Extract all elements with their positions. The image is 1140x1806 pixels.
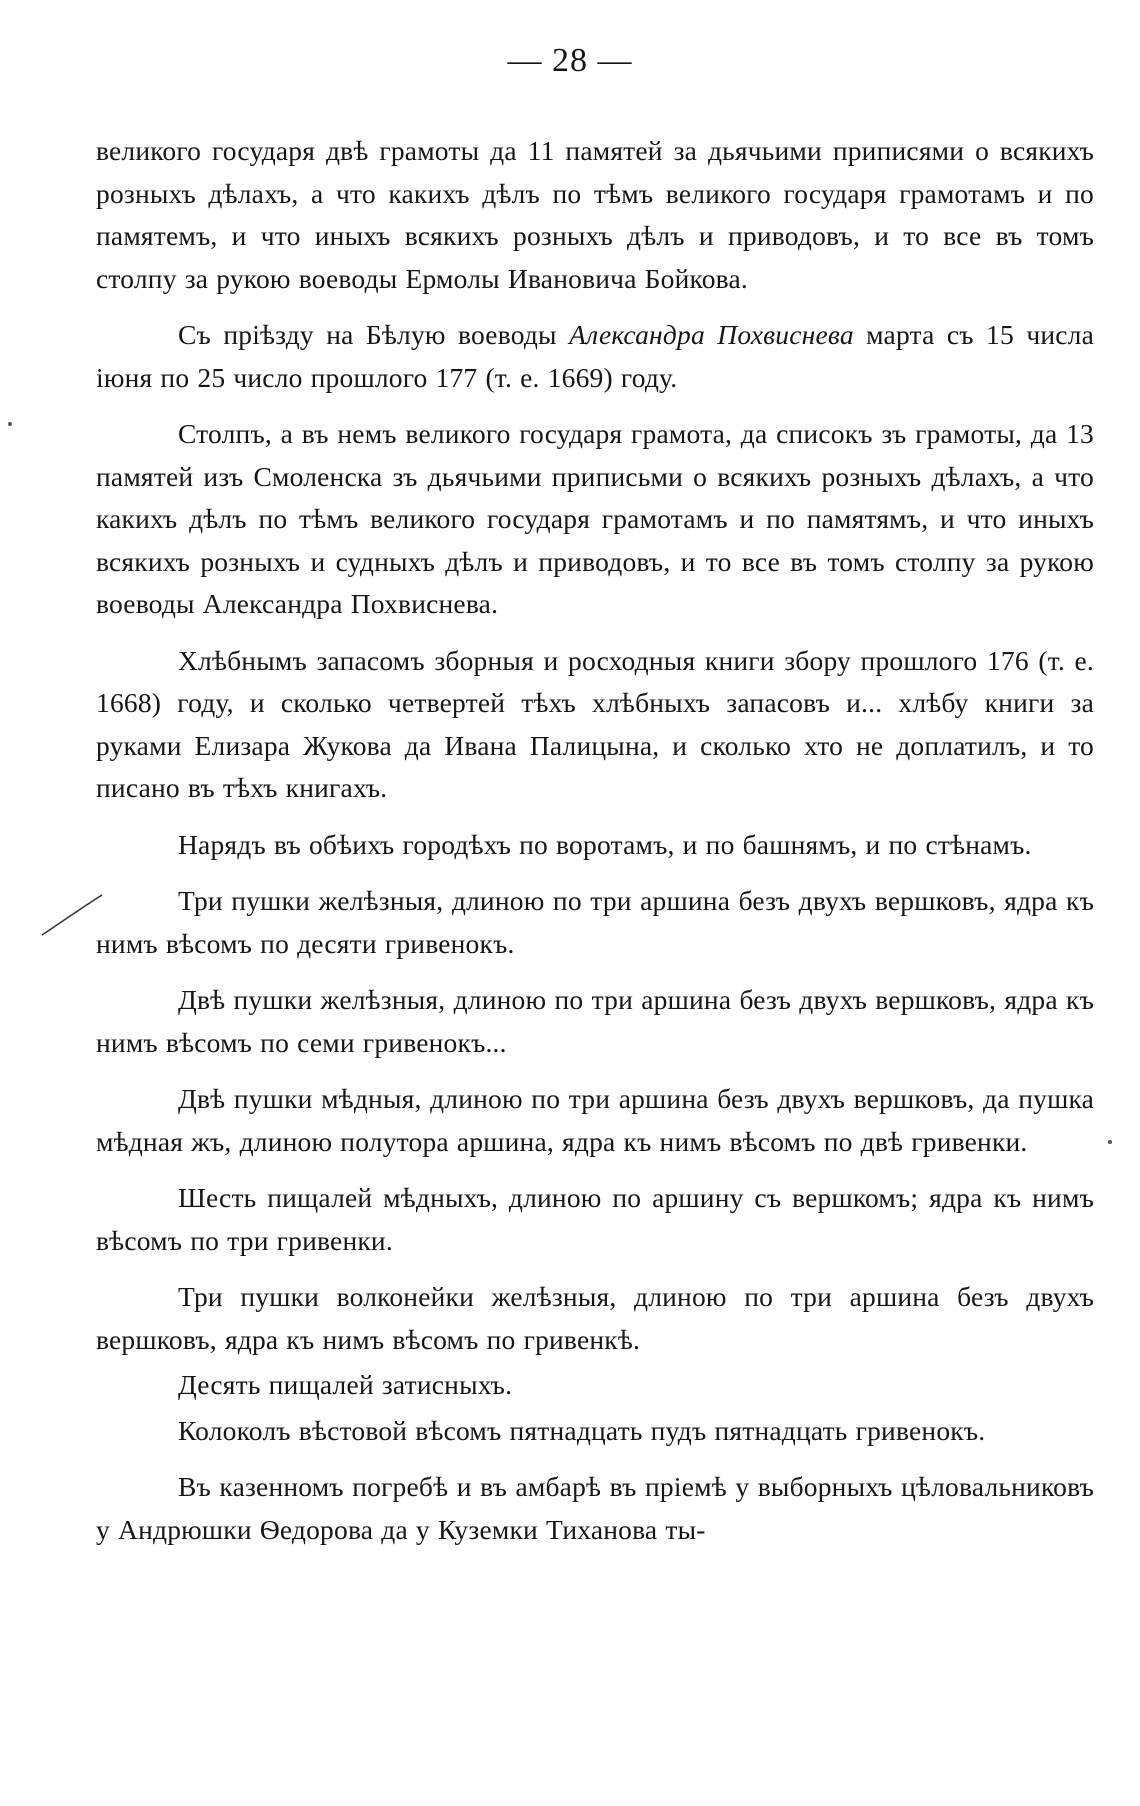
paragraph: Двѣ пушки мѣдныя, длиною по три аршина безъ двухъ вершковъ, да пушка мѣдная жъ, длиною полутора аршина, ядра къ нимъ вѣсомъ по двѣ гривенки. — [96, 1083, 1094, 1157]
paragraph: Десять пищалей затисныхъ. — [178, 1369, 513, 1400]
paragraph: Шесть пищалей мѣдныхъ, длиною по аршину съ вершкомъ; ядра къ нимъ вѣсомъ по три гривенки. — [96, 1182, 1094, 1256]
page-body — [96, 130, 1094, 1565]
paragraph: Три пушки желѣзныя, длиною по три аршина безъ двухъ вершковъ, ядра къ нимъ вѣсомъ по десяти гривенокъ. — [96, 885, 1094, 959]
paragraph: Въ казенномъ погребѣ и въ амбарѣ въ пріемѣ у выборныхъ цѣловальниковъ у Андрюшки Ѳедорова да у Куземки Тиханова ты- — [96, 1471, 1094, 1545]
paragraph: Двѣ пушки желѣзныя, длиною по три аршина безъ двухъ вершковъ, ядра къ нимъ вѣсомъ по семи гривенокъ... — [96, 984, 1094, 1058]
paragraph-text: Съ пріѣзду на Бѣлую воеводы — [178, 319, 570, 350]
page-number: — 28 — — [507, 42, 633, 79]
paragraph: Колоколъ вѣстовой вѣсомъ пятнадцать пудъ пятнадцать гривенокъ. — [178, 1414, 986, 1446]
italic-name: Александра Похвиснева — [569, 319, 854, 350]
paragraph-text: марта съ 15 числа іюня по 25 число прошлого 177 (т. е. 1669) году. — [96, 319, 1095, 393]
margin-speck — [1108, 1140, 1112, 1144]
margin-speck — [8, 422, 12, 426]
paragraph: Хлѣбнымъ запасомъ зборныя и росходныя книги збору прошлого 176 (т. е. 1668) году, и сколько четвертей тѣхъ хлѣбныхъ запасовъ и... хлѣбу книги за руками Елизара Жукова да Ивана Палицына, и сколько хто не доплатилъ, и то писано въ тѣхъ книгахъ. — [96, 644, 1094, 803]
paragraph: Нарядъ въ обѣихъ городѣхъ по воротамъ, и по башнямъ, и по стѣнамъ. — [178, 828, 1032, 860]
margin-pencil-mark — [40, 893, 104, 937]
paragraph: Столпъ, а въ немъ великого государя грамота, да списокъ зъ грамоты, да 13 памятей изъ Смоленска зъ дьячьими приписьми о всякихъ розныхъ дѣлахъ, а что какихъ дѣлъ по тѣмъ великого государя грамотамъ и по памятямъ, и что иныхъ всякихъ розныхъ и судныхъ дѣлъ и приводовъ, и то все въ томъ столпу за рукою воеводы Александра Похвиснева. — [96, 418, 1094, 619]
paragraph — [96, 314, 1094, 399]
paragraph: Три пушки волконейки желѣзныя, длиною по три аршина безъ двухъ вершковъ, ядра къ нимъ вѣсомъ по гривенкѣ. — [96, 1281, 1094, 1355]
paragraph: великого государя двѣ грамоты да 11 памятей за дьячьими приписями о всякихъ розныхъ дѣлахъ, а что какихъ дѣлъ по тѣмъ великого государя грамотамъ и по памятемъ, и что иныхъ всякихъ розныхъ дѣлъ и приводовъ, и то все въ томъ столпу за рукою воеводы Ермолы Ивановича Бойкова. — [96, 135, 1094, 294]
